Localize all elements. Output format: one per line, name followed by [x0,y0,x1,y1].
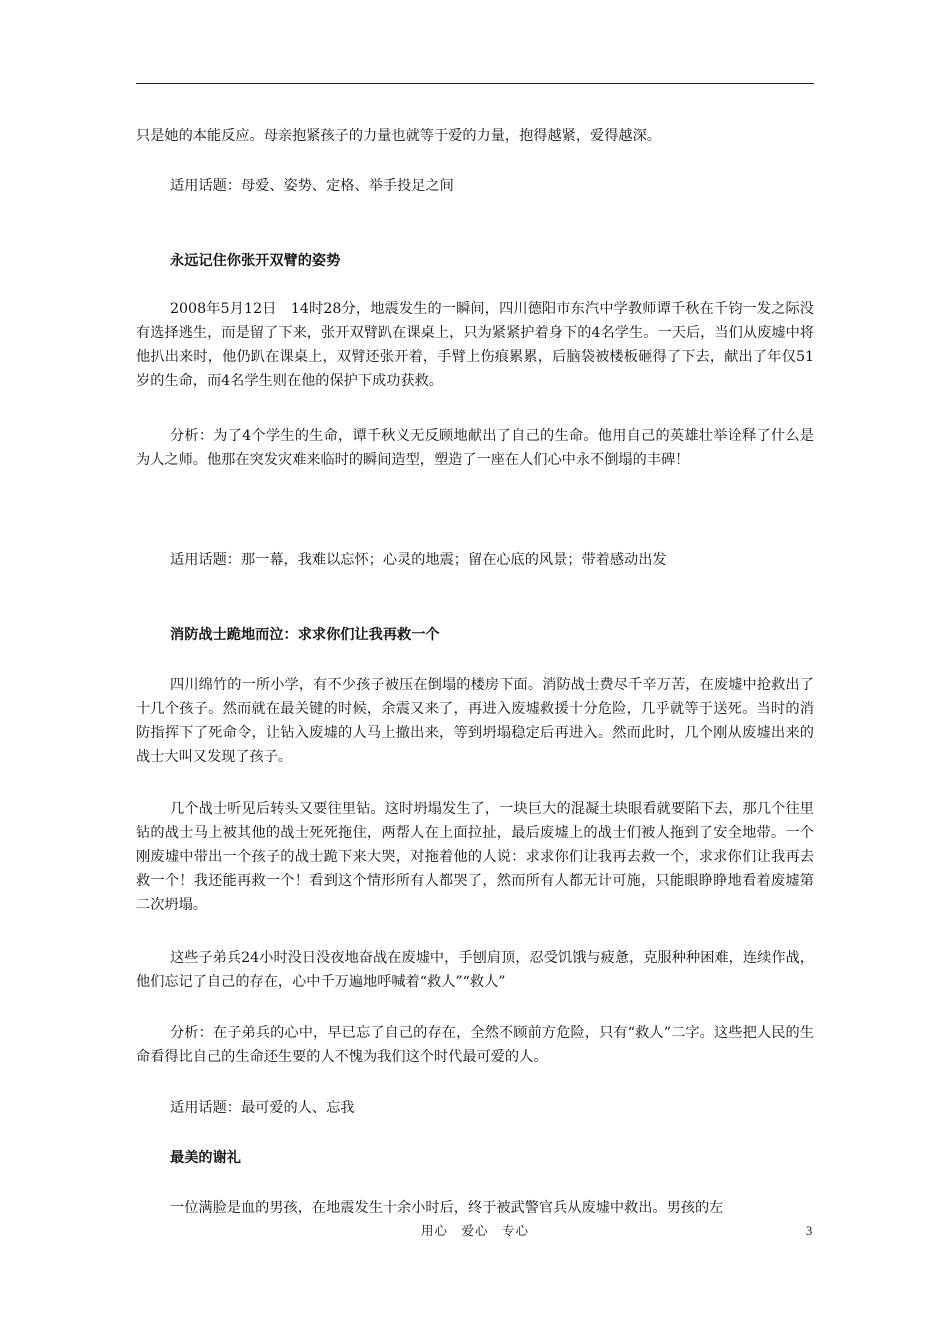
body-paragraph: 一位满脸是血的男孩，在地震发生十余小时后，终于被武警官兵从废墟中救出。男孩的左 [170,1200,724,1216]
page-number: 3 [806,1224,813,1238]
body-paragraph: 这些子弟兵24小时没日没夜地奋战在废墟中，手刨肩顶，忍受饥饿与疲惫，克服种种困难，连续作战，他们忘记了自己的存在，心中千万遍地呼喊着“救人”“救人” [136,950,814,990]
page-footer: 用心 爱心 专心 [420,1223,529,1238]
body-paragraph: 2008年5月12日 14时28分，地震发生的一瞬间，四川德阳市东汽中学教师谭千秋在千钧一发之际没有选择逃生，而是留了下来，张开双臂趴在课桌上，只为紧紧护着身下的4名学生。一天后，当们从废墟中将他扒出来时，他仍趴在课桌上，双臂还张开着，手臂上伤痕累累，后脑袋被楼板砸得了下去，献出了年仅51岁的生命，而4名学生则在他的保护下成功获救。 [136,301,814,389]
topic-line: 适用话题：最可爱的人、忘我 [170,1100,355,1116]
section-heading: 永远记住你张开双臂的姿势 [170,253,341,269]
header-rule [136,83,814,84]
paragraph-continuation: 只是她的本能反应。母亲抱紧孩子的力量也就等于爱的力量，抱得越紧，爱得越深。 [136,128,661,144]
analysis-paragraph: 分析：在子弟兵的心中，早已忘了自己的存在，全然不顾前方危险，只有“救人”二字。这些把人民的生命看得比自己的生命还生要的人不愧为我们这个时代最可爱的人。 [136,1025,814,1065]
section-heading: 消防战士跪地而泣：求求你们让我再救一个 [170,627,440,643]
topic-line: 适用话题：母爱、姿势、定格、举手投足之间 [170,178,454,194]
topic-line: 适用话题：那一幕，我难以忘怀；心灵的地震；留在心底的风景；带着感动出发 [170,552,667,568]
body-paragraph: 四川绵竹的一所小学，有不少孩子被压在倒塌的楼房下面。消防战士费尽千辛万苦，在废墟中抢救出了十几个孩子。然而就在最关键的时候，余震又来了，再进入废墟救援十分危险，几乎就等于送死。当时的消防指挥下了死命令，让钻入废墟的人马上撤出来，等到坍塌稳定后再进入。然而此时，几个刚从废墟出来的战士大叫又发现了孩子。 [136,677,814,765]
section-heading: 最美的谢礼 [170,1150,241,1166]
body-paragraph: 几个战士听见后转头又要往里钻。这时坍塌发生了，一块巨大的混凝土块眼看就要陷下去，那几个往里钻的战士马上被其他的战士死死拖住，两帮人在上面拉扯，最后废墟上的战士们被人拖到了安全地带。一个刚废墟中带出一个孩子的战士跪下来大哭，对拖着他的人说：求求你们让我再去救一个，求求你们让我再去救一个！我还能再救一个！看到这个情形所有人都哭了，然而所有人都无计可施，只能眼睁睁地看着废墟第二次坍塌。 [136,801,814,913]
analysis-paragraph: 分析：为了4个学生的生命，谭千秋义无反顾地献出了自己的生命。他用自己的英雄壮举诠释了什么是为人之师。他那在突发灾难来临时的瞬间造型，塑造了一座在人们心中永不倒塌的丰碑！ [136,428,814,468]
